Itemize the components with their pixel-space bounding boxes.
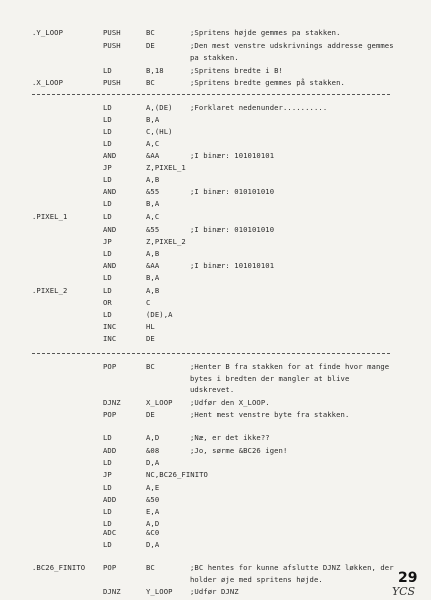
line-operand: X_LOOP — [146, 398, 173, 407]
code-line — [0, 457, 431, 469]
code-line — [0, 40, 431, 62]
line-operand: &08 — [146, 446, 160, 455]
code-line — [0, 162, 431, 174]
line-operand: &AA — [146, 151, 160, 160]
line-operand: HL — [146, 322, 155, 331]
line-operand: BC — [146, 78, 155, 87]
code-line — [0, 482, 431, 494]
code-line — [0, 102, 431, 114]
line-operand: D,A — [146, 540, 160, 549]
line-opcode: ADC — [103, 528, 117, 537]
code-line — [0, 248, 431, 260]
line-comment: ;Den mest venstre udskrivnings addresse gemmes pa stakken. — [190, 41, 394, 62]
line-comment: ;Udfør DJNZ — [190, 587, 239, 596]
line-operand: &55 — [146, 187, 160, 196]
line-operand: B,A — [146, 115, 160, 124]
line-operand: &50 — [146, 495, 160, 504]
line-comment: ;Spritens bredte i B! — [190, 66, 283, 75]
line-operand: (DE),A — [146, 310, 173, 319]
line-operand: A,C — [146, 212, 160, 221]
line-opcode: LD — [103, 519, 112, 528]
line-operand: A,B — [146, 175, 160, 184]
line-label: .X_LOOP — [32, 78, 63, 87]
code-line — [0, 321, 431, 333]
line-opcode: DJNZ — [103, 587, 121, 596]
line-opcode: AND — [103, 187, 117, 196]
line-operand: &55 — [146, 225, 160, 234]
line-comment: ;I binær: 010101010 — [190, 187, 275, 196]
code-line — [0, 150, 431, 162]
line-opcode: LD — [103, 127, 112, 136]
section-divider — [32, 94, 390, 95]
line-opcode: ADD — [103, 495, 117, 504]
code-line — [0, 65, 431, 77]
code-line — [0, 285, 431, 297]
line-opcode: LD — [103, 507, 112, 516]
line-label: .BC26_FINITO — [32, 563, 86, 572]
code-line — [0, 211, 431, 223]
line-comment: ;Jo, sørme &BC26 igen! — [190, 446, 288, 455]
line-opcode: LD — [103, 458, 112, 467]
line-operand: A,E — [146, 483, 160, 492]
line-operand: C,(HL) — [146, 127, 173, 136]
code-line — [0, 236, 431, 248]
line-operand: E,A — [146, 507, 160, 516]
code-line — [0, 445, 431, 457]
line-opcode: INC — [103, 322, 117, 331]
line-opcode: INC — [103, 334, 117, 343]
line-opcode: LD — [103, 66, 112, 75]
code-line — [0, 469, 431, 481]
line-operand: B,18 — [146, 66, 164, 75]
line-opcode: JP — [103, 237, 112, 246]
code-line — [0, 138, 431, 150]
line-opcode: OR — [103, 298, 112, 307]
section-divider — [32, 353, 390, 354]
line-label: .Y_LOOP — [32, 28, 63, 37]
line-operand: &AA — [146, 261, 160, 270]
line-operand: D,A — [146, 458, 160, 467]
line-comment: ;Henter B fra stakken for at finde hvor mange bytes i bredten der mangler at blive udskrevet. — [190, 362, 390, 394]
line-operand: Z,PIXEL_1 — [146, 163, 186, 172]
line-opcode: PUSH — [103, 78, 121, 87]
line-operand: B,A — [146, 273, 160, 282]
code-line — [0, 527, 431, 539]
line-operand: Z,PIXEL_2 — [146, 237, 186, 246]
line-opcode: PUSH — [103, 28, 121, 37]
line-opcode: AND — [103, 225, 117, 234]
code-line — [0, 539, 431, 551]
code-line — [0, 494, 431, 506]
line-operand: A,D — [146, 519, 160, 528]
line-operand: A,(DE) — [146, 103, 173, 112]
line-opcode: ADD — [103, 446, 117, 455]
line-opcode: LD — [103, 139, 112, 148]
line-operand: Y_LOOP — [146, 587, 173, 596]
line-comment: ;Forklaret nedenunder.......... — [190, 103, 328, 112]
line-opcode: LD — [103, 273, 112, 282]
line-opcode: LD — [103, 286, 112, 295]
line-comment: ;Spritens højde gemmes pa stakken. — [190, 28, 341, 37]
line-opcode: AND — [103, 261, 117, 270]
line-operand: DE — [146, 41, 155, 50]
code-line — [0, 297, 431, 309]
code-line — [0, 260, 431, 272]
line-operand: NC,BC26_FINITO — [146, 470, 208, 479]
line-opcode: LD — [103, 310, 112, 319]
line-opcode: LD — [103, 433, 112, 442]
code-line — [0, 27, 431, 39]
line-operand: A,B — [146, 249, 160, 258]
line-operand: A,D — [146, 433, 160, 442]
handwritten-mark: YCS — [392, 585, 416, 598]
code-line — [0, 397, 431, 409]
code-line — [0, 309, 431, 321]
line-opcode: POP — [103, 563, 117, 572]
line-opcode: LD — [103, 199, 112, 208]
line-opcode: LD — [103, 212, 112, 221]
line-operand: DE — [146, 334, 155, 343]
code-line — [0, 186, 431, 198]
code-line — [0, 586, 431, 598]
line-opcode: POP — [103, 410, 117, 419]
code-line — [0, 272, 431, 284]
line-comment: ;Udfør den X_LOOP. — [190, 398, 270, 407]
line-opcode: LD — [103, 249, 112, 258]
line-opcode: JP — [103, 163, 112, 172]
line-label: .PIXEL_1 — [32, 212, 68, 221]
line-opcode: JP — [103, 470, 112, 479]
line-operand: A,C — [146, 139, 160, 148]
line-operand: C — [146, 298, 151, 307]
line-opcode: LD — [103, 540, 112, 549]
line-operand: &C0 — [146, 528, 160, 537]
line-comment: ;Næ, er det ikke?? — [190, 433, 270, 442]
line-opcode: POP — [103, 362, 117, 371]
line-comment: ;I binær: 101010101 — [190, 261, 275, 270]
code-line — [0, 126, 431, 138]
line-opcode: AND — [103, 151, 117, 160]
code-line — [0, 432, 431, 444]
page-number: 29 — [398, 570, 418, 586]
line-operand: A,B — [146, 286, 160, 295]
line-opcode: PUSH — [103, 41, 121, 50]
line-operand: DE — [146, 410, 155, 419]
line-operand: BC — [146, 563, 155, 572]
line-opcode: DJNZ — [103, 398, 121, 407]
code-line — [0, 77, 431, 89]
line-comment: ;I binær: 010101010 — [190, 225, 275, 234]
line-comment: ;Spritens bredte gemmes på stakken. — [190, 78, 345, 87]
line-label: .PIXEL_2 — [32, 286, 68, 295]
line-opcode: LD — [103, 483, 112, 492]
code-line — [0, 409, 431, 421]
code-line — [0, 506, 431, 518]
code-line — [0, 114, 431, 126]
line-operand: B,A — [146, 199, 160, 208]
line-comment: ;I binær: 101010101 — [190, 151, 275, 160]
line-operand: BC — [146, 28, 155, 37]
code-line — [0, 198, 431, 210]
code-line — [0, 224, 431, 236]
line-opcode: LD — [103, 175, 112, 184]
line-operand: BC — [146, 362, 155, 371]
line-opcode: LD — [103, 115, 112, 124]
code-line — [0, 333, 431, 345]
line-opcode: LD — [103, 103, 112, 112]
line-comment: ;BC hentes for kunne afslutte DJNZ løkken, der holder øje med spritens højde. — [190, 563, 394, 584]
line-comment: ;Hent mest venstre byte fra stakken. — [190, 410, 350, 419]
code-line — [0, 174, 431, 186]
code-line — [0, 361, 431, 394]
